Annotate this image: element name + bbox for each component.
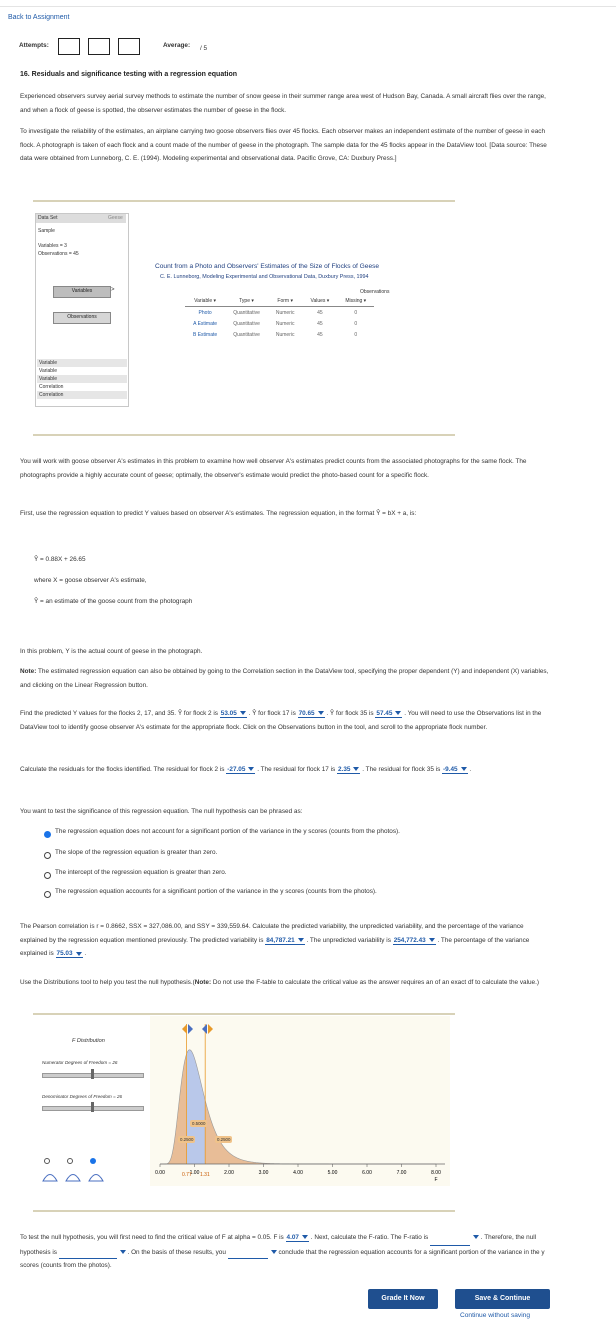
table-cell: 0 — [354, 309, 358, 316]
right-tail-icon — [89, 1175, 103, 1182]
table-cell[interactable]: B Estimate — [193, 331, 218, 338]
question-title: 16. Residuals and significance testing with a regression equation — [20, 71, 238, 78]
denominator-df-label: Denominator Degrees of Freedom = 26 — [42, 1094, 123, 1099]
null-hypothesis-intro: You want to test the significance of this regression equation. The null hypothesis can be phrased as: — [20, 808, 303, 815]
average-value: / 5 — [200, 45, 208, 52]
flock17-prediction: 70.65 — [298, 710, 315, 717]
left-marker-handle[interactable] — [182, 1024, 187, 1034]
paragraph-y-definition: In this problem, Y is the actual count of geese in the photograph. — [20, 648, 203, 655]
intro-paragraph-1: Experienced observers survey aerial survey methods to estimate the number of snow geese in their summer range area west of Hudson Bay, Canada. A small aircraft flies over the range, and when a flock of geese is spotted, the observer estimates the number of geese in the flock. — [20, 93, 546, 114]
radio-option-3[interactable] — [44, 872, 51, 879]
final-paragraph — [20, 1231, 560, 1273]
nav-correlation[interactable]: Correlation — [37, 383, 127, 391]
res-text: Calculate the residuals for the flocks identified. The residual for flock 2 is — [20, 766, 225, 773]
predicted-variability-dropdown[interactable] — [265, 937, 304, 945]
flock35-prediction: 57.45 — [376, 710, 393, 717]
f-distribution-plot — [150, 1016, 450, 1191]
table-cell: Quantitative — [233, 320, 260, 327]
attempt-box — [88, 38, 110, 55]
pred-text: Find the predicted Y values for the flocks 2, 17, and 35. Ŷ for flock 2 is — [20, 710, 218, 717]
option-2-label[interactable]: The slope of the regression equation is greater than zero. — [55, 849, 218, 856]
nav-variable[interactable]: Variable — [37, 375, 127, 383]
flock2-residual-dropdown[interactable] — [226, 766, 255, 774]
table-cell: Numeric — [275, 331, 295, 338]
tick-label: 3.00 — [258, 1170, 269, 1176]
pearson-text: . — [84, 950, 87, 958]
pearson-text: . The unpredicted variability is — [306, 936, 391, 944]
numerator-df-label: Numerator Degrees of Freedom = 26 — [42, 1060, 118, 1065]
option-1-label[interactable]: The regression equation does not account for a significant portion of the variance in the y scores (counts from the photos). — [55, 828, 400, 835]
tick-label: 8.00 — [431, 1170, 441, 1176]
top-bar — [0, 0, 616, 7]
tick-label: 1.00 — [189, 1170, 200, 1176]
dist-title: F Distribution — [72, 1038, 105, 1044]
tick-label: 4.00 — [293, 1170, 303, 1176]
table-cell: 0 — [354, 320, 358, 327]
res-text: . The residual for flock 35 is — [362, 766, 441, 773]
percent-variance: 75.03 — [56, 950, 73, 958]
dropdown-arrow-icon — [302, 1235, 308, 1239]
flock35-prediction-dropdown[interactable] — [375, 710, 402, 718]
right-marker-handle[interactable] — [202, 1024, 207, 1034]
res-text: . The residual for flock 17 is — [257, 766, 336, 773]
flock2-prediction-dropdown[interactable] — [220, 710, 247, 718]
center-region — [187, 1050, 206, 1164]
dropdown-arrow-icon — [248, 767, 254, 771]
marker-value-left: 0.77 — [182, 1172, 192, 1178]
note-paragraph — [20, 665, 550, 692]
variables-table — [185, 296, 374, 340]
where-y: Ŷ = an estimate of the goose count from the photograph — [34, 598, 193, 605]
residuals-paragraph — [20, 763, 550, 777]
predicted-values-paragraph — [20, 707, 550, 734]
final-text: conclude that the regression equation accounts for a significant portion of the variance in the y scores (counts from the photos). — [20, 1248, 545, 1270]
option-4-label[interactable]: The regression equation accounts for a significant portion of the variance in the y scores (counts from the photos). — [55, 888, 377, 895]
null-decision-dropdown[interactable] — [59, 1250, 117, 1259]
note-label: Note: — [20, 668, 37, 675]
final-text: To test the null hypothesis, you will first need to find the critical value of F at alpha = 0.05. F is — [20, 1234, 284, 1241]
dropdown-arrow-icon — [461, 767, 467, 771]
dataset-value: Geese — [108, 215, 123, 221]
variables-table-wrap — [185, 296, 374, 340]
intro-paragraph-2: To investigate the reliability of the estimates, an airplane carrying two goose observers flies over 45 flocks. Each observer makes an independent estimate of the number of geese in each flock. A photograph is taken of each flock and a count made of the number of geese in the photograph. The sample data for the 45 flocks appear in the DataView tool. [Data source: These data were obtained from Lunneborg, C. E. (1994). Modeling experimental and observational data. Pacific Grove, CA: Duxbury Press.] — [20, 128, 547, 163]
observations-count: Observations = 45 — [38, 251, 79, 257]
table-cell: Quantitative — [233, 331, 260, 338]
flock17-residual-dropdown[interactable] — [337, 766, 360, 774]
column-header[interactable]: Missing ▾ — [337, 296, 374, 307]
dropdown-arrow-icon — [353, 767, 359, 771]
column-header[interactable]: Variable ▾ — [185, 296, 225, 307]
table-cell: 0 — [354, 331, 358, 338]
sample-label: Sample — [38, 228, 55, 234]
continue-without-saving-link[interactable]: Continue without saving — [460, 1312, 531, 1319]
right-marker-handle[interactable] — [208, 1024, 213, 1034]
marker-value-right: 1.31 — [200, 1172, 210, 1178]
table-cell: 45 — [317, 331, 323, 338]
table-cell: Numeric — [275, 320, 295, 327]
radio-option-2[interactable] — [44, 852, 51, 859]
percent-variance-dropdown[interactable] — [56, 950, 83, 958]
unpredicted-variability-dropdown[interactable] — [393, 937, 436, 945]
tail-radio-two[interactable] — [44, 1158, 50, 1164]
dist-text: Do not use the F-table to calculate the critical value as the answer requires an of an exact df to calculate the value.) — [212, 979, 540, 986]
table-cell[interactable]: A Estimate — [193, 320, 218, 327]
paragraph-observer-a: You will work with goose observer A's estimates in this problem to examine how well observer A's estimates predict counts from the associated photographs for the same flock. The photographs provide a highly accurate count of geese; optimally, the observer's estimate would predict the photo-based count for a specific flock. — [20, 458, 527, 479]
chevron-right-icon: > — [111, 287, 115, 293]
res-text: . — [469, 766, 472, 773]
slider-handle[interactable] — [91, 1102, 94, 1112]
tail-radio-right[interactable] — [90, 1158, 96, 1164]
tick-label: 6.00 — [362, 1170, 372, 1176]
table-row — [185, 329, 374, 340]
left-region-label: 0.2500 — [180, 1137, 194, 1142]
dataview-nav — [37, 359, 127, 399]
predicted-variability: 84,787.21 — [266, 936, 295, 944]
dropdown-arrow-icon — [298, 938, 304, 942]
left-marker-handle[interactable] — [188, 1024, 193, 1034]
pearson-text: . The percentage of the variance explained is — [20, 936, 530, 958]
flock2-residual: -27.05 — [227, 766, 246, 773]
pearson-paragraph — [20, 920, 550, 961]
right-region-label: 0.2500 — [217, 1137, 231, 1142]
critical-f: 4.07 — [286, 1234, 299, 1241]
dropdown-arrow-icon — [271, 1250, 277, 1254]
flock35-residual-dropdown[interactable] — [442, 766, 468, 774]
column-header[interactable]: Form ▾ — [268, 296, 303, 307]
save-continue-button[interactable]: Save & Continue — [455, 1289, 550, 1309]
average-label: Average: — [163, 42, 191, 49]
density-curve-group — [161, 1024, 436, 1164]
paragraph-regression: First, use the regression equation to predict Y values based on observer A's estimates. The regression equation, in the format Ŷ = bX + a, is: — [20, 510, 417, 517]
variables-count: Variables = 3 — [38, 243, 67, 249]
table-cell: 45 — [317, 309, 323, 316]
observations-button[interactable]: Observations — [53, 312, 111, 324]
flock17-prediction-dropdown[interactable] — [298, 710, 325, 718]
right-region — [205, 1100, 436, 1164]
table-cell[interactable]: Photo — [198, 309, 212, 316]
dist-text: Use the Distributions tool to help you test the null hypothesis.( — [20, 979, 195, 986]
attempts-label: Attempts: — [19, 42, 49, 49]
table-row — [185, 318, 374, 329]
f-ratio-dropdown[interactable] — [430, 1237, 470, 1246]
pred-text: . Ŷ for flock 17 is — [248, 710, 296, 717]
slider-handle[interactable] — [91, 1069, 94, 1079]
nav-variable[interactable]: Variable — [37, 359, 127, 367]
flock35-residual: -9.45 — [443, 766, 458, 773]
variables-button[interactable]: Variables — [53, 286, 111, 298]
attempt-box — [118, 38, 140, 55]
pred-text: . Ŷ for flock 35 is — [326, 710, 374, 717]
grade-it-now-button[interactable]: Grade It Now — [368, 1289, 438, 1309]
back-to-assignment-link[interactable]: Back to Assignment — [8, 14, 70, 21]
two-tail-icon — [43, 1175, 57, 1182]
dropdown-arrow-icon — [120, 1250, 126, 1254]
note-text: The estimated regression equation can also be obtained by going to the Correlation section in the DataView tool, specifying the proper dependent (Y) and independent (X) variables, and clicking on the Linear Regression button. — [20, 668, 549, 689]
dataview-title: Count from a Photo and Observers' Estimates of the Size of Flocks of Geese — [155, 263, 380, 270]
dropdown-arrow-icon — [429, 938, 435, 942]
x-ticks — [155, 1164, 441, 1183]
nav-correlation[interactable]: Correlation — [37, 391, 127, 399]
option-3-label[interactable]: The intercept of the regression equation is greater than zero. — [55, 869, 227, 876]
tick-label: 2.00 — [224, 1170, 234, 1176]
dropdown-arrow-icon — [240, 711, 246, 715]
dropdown-arrow-icon — [473, 1235, 479, 1239]
center-region-label: 0.5000 — [192, 1121, 206, 1126]
final-text: . Next, calculate the F-ratio. The F-ratio is — [310, 1234, 429, 1241]
tick-label: 7.00 — [396, 1170, 407, 1176]
dropdown-arrow-icon — [395, 711, 401, 715]
attempt-box — [58, 38, 80, 55]
conclusion-dropdown[interactable] — [228, 1250, 268, 1259]
radio-option-1[interactable] — [44, 831, 51, 838]
observations-header: Observations — [360, 289, 390, 295]
nav-variable[interactable]: Variable — [37, 367, 127, 375]
pearson-text: The Pearson correlation is r = 0.8662, SSX = 327,086.00, and SSY = 339,559.64. Calculate the predicted variability, the unpredicted variability, and the percentage of the variance explained by the regression equation mentioned previously. The predicted variability is — [20, 923, 524, 944]
column-header[interactable]: Type ▾ — [225, 296, 268, 307]
flock17-residual: 2.35 — [338, 766, 351, 773]
table-cell: Numeric — [275, 309, 295, 316]
final-text: . On the basis of these results, you — [127, 1248, 226, 1256]
regression-equation: Ŷ = 0.88X + 26.65 — [34, 556, 86, 563]
table-cell: Quantitative — [233, 309, 260, 316]
dist-note-label: Note: — [194, 979, 212, 986]
flock2-prediction: 53.05 — [220, 710, 237, 717]
dataview-subtitle: C. E. Lunneborg, Modeling Experimental and Observational Data, Duxbury Press, 1994 — [160, 274, 369, 280]
pred-text: . You will need to use the Observations list in the DataView tool to identify goose observer A's estimate for the appropriate flock. Click on the Observations button in the tool, and scroll to the appropriate flock number. — [20, 710, 542, 731]
where-x: where X = goose observer A's estimate, — [34, 577, 147, 584]
dataset-label: Data Set — [38, 215, 58, 221]
distributions-paragraph — [20, 976, 550, 990]
dataset-header — [36, 214, 126, 223]
axis-label: F — [434, 1177, 438, 1183]
tick-label: 5.00 — [327, 1170, 338, 1176]
table-cell: 45 — [317, 320, 323, 327]
tick-label: 0.00 — [155, 1170, 165, 1176]
radio-option-4[interactable] — [44, 891, 51, 898]
table-row — [185, 307, 374, 319]
left-tail-icon — [66, 1175, 80, 1182]
critical-f-dropdown[interactable] — [286, 1234, 309, 1242]
unpredicted-variability: 254,772.43 — [393, 936, 426, 944]
dropdown-arrow-icon — [318, 711, 324, 715]
tail-radio-left[interactable] — [67, 1158, 73, 1164]
final-text: . Therefore, the null hypothesis is — [20, 1234, 537, 1256]
tail-icons — [42, 1168, 104, 1182]
column-header[interactable]: Values ▾ — [303, 296, 338, 307]
dropdown-arrow-icon — [76, 952, 82, 956]
